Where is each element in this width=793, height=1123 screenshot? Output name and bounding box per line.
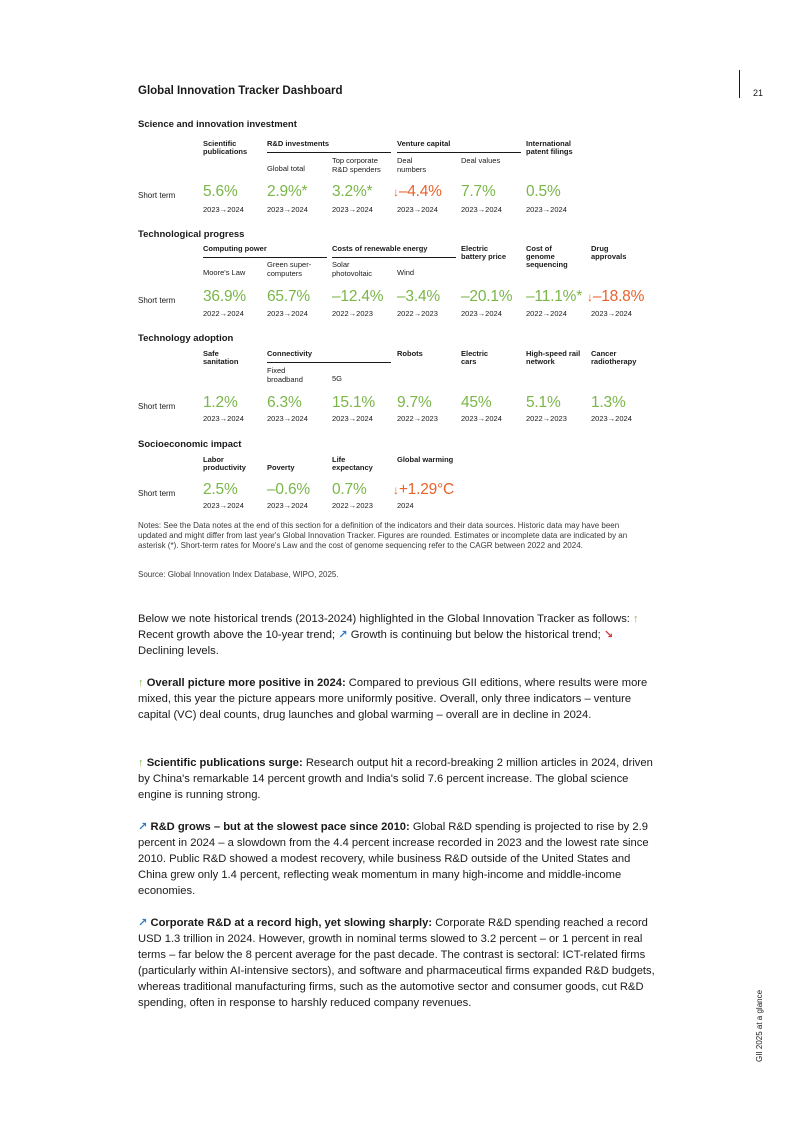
arrow-up-icon: ↑	[138, 677, 144, 689]
sub-deal-numbers: Deal numbers	[397, 156, 427, 174]
year-range: 2023→2024	[332, 205, 373, 214]
rule-renewable	[332, 257, 456, 258]
year-range: 2023→2024	[461, 414, 502, 423]
year-range: 2023→2024	[267, 414, 308, 423]
group-venture-capital: Venture capital	[397, 139, 451, 148]
year-range: 2022→2024	[203, 309, 244, 318]
value-sanitation: 1.2%	[203, 394, 238, 411]
value-rd-corporate: 3.2%*	[332, 183, 373, 200]
paragraph-overall: ↑ Overall picture more positive in 2024: Compared to previous GII editions, where results were more mixed, this year the picture appears more uniformly positive. Overall, only three indicators – venture capital (VC) deal counts, drug launches and global warming – overall are in decline in 2024.	[138, 677, 648, 721]
section-title-tech: Technological progress	[138, 229, 245, 240]
sub-moores-law: Moore's Law	[203, 268, 246, 277]
arrow-diagonal-up-icon: ↗	[338, 628, 348, 641]
paragraph-rd-grows: ↗ R&D grows – but at the slowest pace since 2010: Global R&D spending is projected to rise by 2.9 percent in 2024 – a slowdown from the 4.4 percent increase recorded in 2023 and the lowest rate since 2010. Public R&D showed a modest recovery, while business R&D outside of the United States and China grew only 1.4 percent, reflecting weak momentum in many high-income and middle-income economies.	[138, 821, 649, 897]
row-label: Short term	[138, 296, 176, 305]
paragraph-publications: ↑ Scientific publications surge: Research output hit a record-breaking 2 million articles in 2024, driven by China's remarkable 14 percent growth and India's solid 7.6 percent increase. The global science engine is running strong.	[138, 757, 653, 801]
year-range: 2023→2024	[203, 501, 244, 510]
value-life-expectancy: 0.7%	[332, 481, 367, 498]
value-5g: 15.1%	[332, 394, 375, 411]
group-rd-investments: R&D investments	[267, 139, 330, 148]
arrow-up-icon: ↑	[138, 757, 144, 769]
section-title-science: Science and innovation investment	[138, 119, 297, 130]
year-range: 2022→2023	[332, 501, 373, 510]
year-range: 2022→2023	[526, 414, 567, 423]
year-range: 2023→2024	[461, 309, 502, 318]
header-divider	[739, 70, 740, 98]
intro-paragraph: Below we note historical trends (2013-2024) highlighted in the Global Innovation Tracker as follows: ↑ Recent growth above the 10-year trend; ↗ Growth is continuing but below the historical trend; ↘ Declining levels.	[138, 613, 639, 657]
value-radiotherapy: 1.3%	[591, 394, 626, 411]
value-publications: 5.6%	[203, 183, 238, 200]
sub-solar: Solar photovoltaic	[332, 260, 373, 278]
page-number: 21	[753, 88, 764, 98]
sub-fixed-broadband: Fixed broadband	[267, 366, 303, 384]
arrow-down-icon: ↓	[587, 290, 593, 304]
row-label: Short term	[138, 191, 176, 200]
value-wind: –3.4%	[397, 288, 440, 305]
year-range: 2023→2024	[397, 205, 438, 214]
value-battery: –20.1%	[461, 288, 513, 305]
value-deal-numbers: ↓–4.4%	[393, 183, 442, 200]
value-solar: –12.4%	[332, 288, 384, 305]
section-title-socio: Socioeconomic impact	[138, 439, 242, 450]
sub-wind: Wind	[397, 268, 415, 277]
value-global-warming: ↓+1.29°C	[393, 481, 455, 498]
paragraph-corporate-rd: ↗ Corporate R&D at a record high, yet slowing sharply: Corporate R&D spending reached a record USD 1.3 trillion in 2024. However, growth in nominal terms slowed to 3.2 percent – or 1 percent in real terms – far below the 8 percent average for the past decade. The contrast is sectoral: ICT-related firms (particularly within AI-intensive sectors), and software and pharmaceutical firms expanded R&D budgets, whereas traditional manufacturing firms, such as the automotive sector and consumer goods, cut R&D spending, often in response to harshly reduced company revenues.	[138, 917, 655, 1009]
side-label	[752, 982, 764, 1062]
year-range: 2023→2024	[267, 501, 308, 510]
row-label: Short term	[138, 489, 176, 498]
arrow-down-icon: ↓	[393, 185, 399, 199]
sub-global-total: Global total	[267, 164, 305, 173]
arrow-diagonal-down-icon: ↘	[603, 628, 614, 641]
year-range: 2023→2024	[203, 205, 244, 214]
group-safe-sanitation: Safe sanitation	[203, 349, 239, 366]
year-range: 2023→2024	[267, 309, 308, 318]
sub-green-supercomputers: Green super- computers	[267, 260, 312, 278]
group-patent-filings: International patent filings	[526, 139, 573, 156]
value-robots: 9.7%	[397, 394, 432, 411]
rule-vc	[397, 152, 521, 153]
arrow-diagonal-up-icon: ↗	[138, 917, 148, 929]
rule-computing	[203, 257, 327, 258]
source: Source: Global Innovation Index Database, WIPO, 2025.	[138, 570, 339, 579]
rule-rd	[267, 152, 391, 153]
group-drug-approvals: Drug approvals	[591, 244, 627, 261]
value-labor-productivity: 2.5%	[203, 481, 238, 498]
year-range: 2023→2024	[332, 414, 373, 423]
notes: Notes: See the Data notes at the end of this section for a definition of the indicators and their data sources. Historic data may have been updated and might differ from last year's Global Innovation Tracker. Figures are rounded. Estimates or incomplete data are indicated by an asterisk (*). Short-term rates for Moore's Law and the cost of genome sequencing refer to the CAGR between 2022 and 2024.	[138, 521, 628, 550]
arrow-up-icon: ↑	[633, 613, 639, 625]
row-label: Short term	[138, 402, 176, 411]
group-computing-power: Computing power	[203, 244, 267, 253]
sub-deal-values: Deal values	[461, 156, 501, 165]
sub-top-corporate: Top corporate R&D spenders	[332, 156, 381, 174]
value-drug-approvals: ↓–18.8%	[587, 288, 645, 305]
group-life-expectancy: Life expectancy	[332, 455, 373, 472]
year-range: 2023→2024	[591, 309, 632, 318]
year-range: 2023→2024	[203, 414, 244, 423]
year-range: 2024	[397, 501, 414, 510]
group-renewable-energy: Costs of renewable energy	[332, 244, 428, 253]
value-rail: 5.1%	[526, 394, 561, 411]
value-rd-global: 2.9%*	[267, 183, 308, 200]
group-robots: Robots	[397, 349, 423, 358]
group-high-speed-rail: High-speed rail network	[526, 349, 581, 366]
group-electric-cars: Electric cars	[461, 349, 489, 366]
value-genome: –11.1%*	[526, 288, 583, 305]
value-fixed-broadband: 6.3%	[267, 394, 302, 411]
value-poverty: –0.6%	[267, 481, 310, 498]
section-title-adoption: Technology adoption	[138, 333, 234, 344]
value-patent-filings: 0.5%	[526, 183, 561, 200]
value-electric-cars: 45%	[461, 394, 492, 411]
group-labor-productivity: Labor productivity	[203, 455, 246, 472]
year-range: 2023→2024	[267, 205, 308, 214]
year-range: 2022→2023	[397, 414, 438, 423]
year-range: 2023→2024	[591, 414, 632, 423]
group-genome-sequencing: Cost of genome sequencing	[526, 244, 568, 269]
group-cancer-radiotherapy: Cancer radiotherapy	[591, 349, 637, 366]
rule-connectivity	[267, 362, 391, 363]
year-range: 2022→2023	[397, 309, 438, 318]
year-range: 2022→2023	[332, 309, 373, 318]
side-label-text: GII 2025 at a glance	[755, 989, 764, 1062]
year-range: 2022→2024	[526, 309, 567, 318]
year-range: 2023→2024	[526, 205, 567, 214]
year-range: 2023→2024	[461, 205, 502, 214]
value-moores-law: 36.9%	[203, 288, 246, 305]
sub-5g: 5G	[332, 374, 343, 383]
group-battery-price: Electric battery price	[461, 244, 507, 261]
group-global-warming: Global warming	[397, 455, 454, 464]
group-poverty: Poverty	[267, 463, 295, 472]
arrow-down-icon: ↓	[393, 483, 399, 497]
arrow-diagonal-up-icon: ↗	[138, 821, 148, 833]
value-deal-values: 7.7%	[461, 183, 496, 200]
page-title: Global Innovation Tracker Dashboard	[138, 85, 343, 97]
group-scientific-publications: Scientific publications	[203, 139, 248, 156]
group-connectivity: Connectivity	[267, 349, 313, 358]
value-green-supercomputers: 65.7%	[267, 288, 310, 305]
